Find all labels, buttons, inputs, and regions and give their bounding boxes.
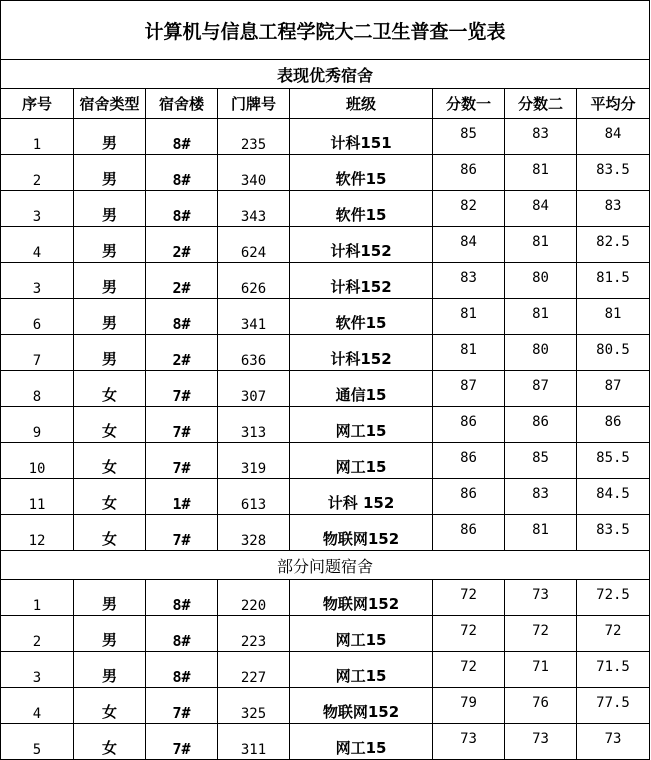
cell-building[interactable]: 2# — [146, 335, 218, 371]
cell-class[interactable]: 软件15 — [290, 191, 433, 227]
cell-score1[interactable]: 81 — [433, 299, 505, 335]
cell-average[interactable]: 84 — [577, 119, 650, 155]
table-row — [1, 652, 650, 688]
cell-score1[interactable]: 81 — [433, 335, 505, 371]
cell-dorm-type[interactable]: 女 — [74, 371, 146, 407]
cell-score1[interactable]: 83 — [433, 263, 505, 299]
cell-score2[interactable]: 83 — [505, 119, 577, 155]
cell-class[interactable]: 网工15 — [290, 443, 433, 479]
cell-building[interactable]: 2# — [146, 263, 218, 299]
table-row — [1, 407, 650, 443]
section-title-issue[interactable]: 部分问题宿舍 — [1, 551, 650, 580]
cell-dorm-type[interactable]: 男 — [74, 263, 146, 299]
cell-dorm-type[interactable]: 男 — [74, 652, 146, 688]
cell-class[interactable]: 物联网152 — [290, 580, 433, 616]
header-class[interactable]: 班级 — [290, 89, 433, 119]
cell-room[interactable]: 235 — [218, 119, 290, 155]
header-dorm-type[interactable]: 宿舍类型 — [74, 89, 146, 119]
cell-class[interactable]: 软件15 — [290, 155, 433, 191]
cell-average[interactable]: 81.5 — [577, 263, 650, 299]
header-average[interactable]: 平均分 — [577, 89, 650, 119]
header-row — [1, 89, 650, 119]
cell-score1[interactable]: 84 — [433, 227, 505, 263]
cell-score2[interactable]: 76 — [505, 688, 577, 724]
table-row — [1, 443, 650, 479]
cell-score2[interactable]: 86 — [505, 407, 577, 443]
cell-room[interactable]: 626 — [218, 263, 290, 299]
cell-building[interactable]: 8# — [146, 616, 218, 652]
cell-average[interactable]: 72.5 — [577, 580, 650, 616]
cell-room[interactable]: 307 — [218, 371, 290, 407]
cell-class[interactable]: 计科151 — [290, 119, 433, 155]
cell-score2[interactable]: 81 — [505, 227, 577, 263]
section-title-good[interactable]: 表现优秀宿舍 — [1, 60, 650, 89]
cell-room[interactable]: 613 — [218, 479, 290, 515]
cell-average[interactable]: 71.5 — [577, 652, 650, 688]
cell-building[interactable]: 7# — [146, 371, 218, 407]
table-row — [1, 263, 650, 299]
header-building[interactable]: 宿舍楼 — [146, 89, 218, 119]
cell-room[interactable]: 325 — [218, 688, 290, 724]
cell-dorm-type[interactable]: 男 — [74, 155, 146, 191]
cell-room[interactable]: 311 — [218, 724, 290, 760]
section-row-good — [1, 60, 650, 89]
cell-dorm-type[interactable]: 男 — [74, 119, 146, 155]
table-row — [1, 580, 650, 616]
cell-dorm-type[interactable]: 男 — [74, 191, 146, 227]
cell-score2[interactable]: 72 — [505, 616, 577, 652]
cell-dorm-type[interactable]: 女 — [74, 407, 146, 443]
cell-class[interactable]: 计科 152 — [290, 479, 433, 515]
cell-average[interactable]: 73 — [577, 724, 650, 760]
cell-average[interactable]: 81 — [577, 299, 650, 335]
table-row — [1, 119, 650, 155]
cell-average[interactable]: 85.5 — [577, 443, 650, 479]
cell-seq[interactable]: 3 — [1, 263, 74, 299]
cell-room[interactable]: 624 — [218, 227, 290, 263]
table-row — [1, 724, 650, 760]
cell-dorm-type[interactable]: 女 — [74, 724, 146, 760]
cell-average[interactable]: 72 — [577, 616, 650, 652]
table-row — [1, 227, 650, 263]
cell-building[interactable]: 7# — [146, 443, 218, 479]
cell-building[interactable]: 7# — [146, 515, 218, 551]
cell-building[interactable]: 8# — [146, 652, 218, 688]
cell-seq[interactable]: 7 — [1, 335, 74, 371]
cell-building[interactable]: 7# — [146, 724, 218, 760]
cell-score1[interactable]: 82 — [433, 191, 505, 227]
cell-building[interactable]: 8# — [146, 119, 218, 155]
cell-building[interactable]: 8# — [146, 299, 218, 335]
cell-dorm-type[interactable]: 男 — [74, 335, 146, 371]
cell-seq[interactable]: 4 — [1, 227, 74, 263]
cell-dorm-type[interactable]: 女 — [74, 479, 146, 515]
cell-seq[interactable]: 12 — [1, 515, 74, 551]
cell-score1[interactable]: 86 — [433, 479, 505, 515]
cell-class[interactable]: 网工15 — [290, 724, 433, 760]
cell-dorm-type[interactable]: 男 — [74, 227, 146, 263]
cell-dorm-type[interactable]: 女 — [74, 688, 146, 724]
cell-room[interactable]: 341 — [218, 299, 290, 335]
cell-seq[interactable]: 2 — [1, 616, 74, 652]
cell-score2[interactable]: 81 — [505, 299, 577, 335]
cell-score2[interactable]: 84 — [505, 191, 577, 227]
cell-building[interactable]: 8# — [146, 191, 218, 227]
title-row — [1, 1, 650, 60]
cell-dorm-type[interactable]: 女 — [74, 515, 146, 551]
cell-average[interactable]: 77.5 — [577, 688, 650, 724]
cell-average[interactable]: 83.5 — [577, 155, 650, 191]
cell-average[interactable]: 84.5 — [577, 479, 650, 515]
cell-average[interactable]: 82.5 — [577, 227, 650, 263]
header-seq[interactable]: 序号 — [1, 89, 74, 119]
cell-score2[interactable]: 73 — [505, 580, 577, 616]
header-room[interactable]: 门牌号 — [218, 89, 290, 119]
cell-building[interactable]: 8# — [146, 580, 218, 616]
table-row — [1, 616, 650, 652]
cell-dorm-type[interactable]: 女 — [74, 443, 146, 479]
cell-class[interactable]: 计科152 — [290, 263, 433, 299]
cell-score2[interactable]: 71 — [505, 652, 577, 688]
cell-class[interactable]: 网工15 — [290, 652, 433, 688]
cell-score1[interactable]: 87 — [433, 371, 505, 407]
cell-score1[interactable]: 86 — [433, 443, 505, 479]
cell-score2[interactable]: 73 — [505, 724, 577, 760]
cell-score1[interactable]: 86 — [433, 155, 505, 191]
table-row — [1, 688, 650, 724]
cell-dorm-type[interactable]: 男 — [74, 616, 146, 652]
cell-average[interactable]: 80.5 — [577, 335, 650, 371]
table-row — [1, 299, 650, 335]
cell-seq[interactable]: 1 — [1, 119, 74, 155]
cell-room[interactable]: 220 — [218, 580, 290, 616]
cell-score1[interactable]: 72 — [433, 616, 505, 652]
cell-score1[interactable]: 72 — [433, 580, 505, 616]
cell-room[interactable]: 343 — [218, 191, 290, 227]
cell-room[interactable]: 319 — [218, 443, 290, 479]
cell-score2[interactable]: 81 — [505, 155, 577, 191]
cell-class[interactable]: 物联网152 — [290, 688, 433, 724]
cell-score2[interactable]: 85 — [505, 443, 577, 479]
table-row — [1, 515, 650, 551]
cell-score1[interactable]: 73 — [433, 724, 505, 760]
table-row — [1, 191, 650, 227]
cell-class[interactable]: 网工15 — [290, 407, 433, 443]
page-title[interactable]: 计算机与信息工程学院大二卫生普查一览表 — [1, 1, 650, 60]
cell-score2[interactable]: 81 — [505, 515, 577, 551]
cell-seq[interactable]: 5 — [1, 724, 74, 760]
cell-building[interactable]: 1# — [146, 479, 218, 515]
cell-class[interactable]: 物联网152 — [290, 515, 433, 551]
cell-score2[interactable]: 83 — [505, 479, 577, 515]
cell-room[interactable]: 636 — [218, 335, 290, 371]
header-score2[interactable]: 分数二 — [505, 89, 577, 119]
cell-seq[interactable]: 4 — [1, 688, 74, 724]
cell-class[interactable]: 软件15 — [290, 299, 433, 335]
cell-class[interactable]: 通信15 — [290, 371, 433, 407]
cell-room[interactable]: 328 — [218, 515, 290, 551]
cell-score2[interactable]: 80 — [505, 263, 577, 299]
cell-seq[interactable]: 9 — [1, 407, 74, 443]
cell-class[interactable]: 计科152 — [290, 335, 433, 371]
cell-class[interactable]: 计科152 — [290, 227, 433, 263]
section-row-issue — [1, 551, 650, 580]
cell-building[interactable]: 7# — [146, 688, 218, 724]
cell-score1[interactable]: 86 — [433, 515, 505, 551]
cell-room[interactable]: 313 — [218, 407, 290, 443]
cell-average[interactable]: 83.5 — [577, 515, 650, 551]
cell-score2[interactable]: 80 — [505, 335, 577, 371]
cell-seq[interactable]: 11 — [1, 479, 74, 515]
cell-score1[interactable]: 85 — [433, 119, 505, 155]
table-row — [1, 155, 650, 191]
cell-seq[interactable]: 6 — [1, 299, 74, 335]
table-body — [1, 1, 650, 760]
cell-score1[interactable]: 79 — [433, 688, 505, 724]
cell-building[interactable]: 7# — [146, 407, 218, 443]
table-row — [1, 335, 650, 371]
cell-seq[interactable]: 8 — [1, 371, 74, 407]
cell-seq[interactable]: 3 — [1, 652, 74, 688]
cell-seq[interactable]: 10 — [1, 443, 74, 479]
cell-building[interactable]: 8# — [146, 155, 218, 191]
table-row — [1, 479, 650, 515]
cell-score1[interactable]: 72 — [433, 652, 505, 688]
cell-average[interactable]: 83 — [577, 191, 650, 227]
cell-building[interactable]: 2# — [146, 227, 218, 263]
cell-class[interactable]: 网工15 — [290, 616, 433, 652]
cell-room[interactable]: 227 — [218, 652, 290, 688]
cell-score1[interactable]: 86 — [433, 407, 505, 443]
table-row — [1, 371, 650, 407]
cell-score2[interactable]: 87 — [505, 371, 577, 407]
cell-seq[interactable]: 2 — [1, 155, 74, 191]
cell-dorm-type[interactable]: 男 — [74, 299, 146, 335]
cell-seq[interactable]: 1 — [1, 580, 74, 616]
cell-room[interactable]: 223 — [218, 616, 290, 652]
cell-average[interactable]: 86 — [577, 407, 650, 443]
header-score1[interactable]: 分数一 — [433, 89, 505, 119]
cell-average[interactable]: 87 — [577, 371, 650, 407]
cell-seq[interactable]: 3 — [1, 191, 74, 227]
cell-room[interactable]: 340 — [218, 155, 290, 191]
cell-dorm-type[interactable]: 男 — [74, 580, 146, 616]
